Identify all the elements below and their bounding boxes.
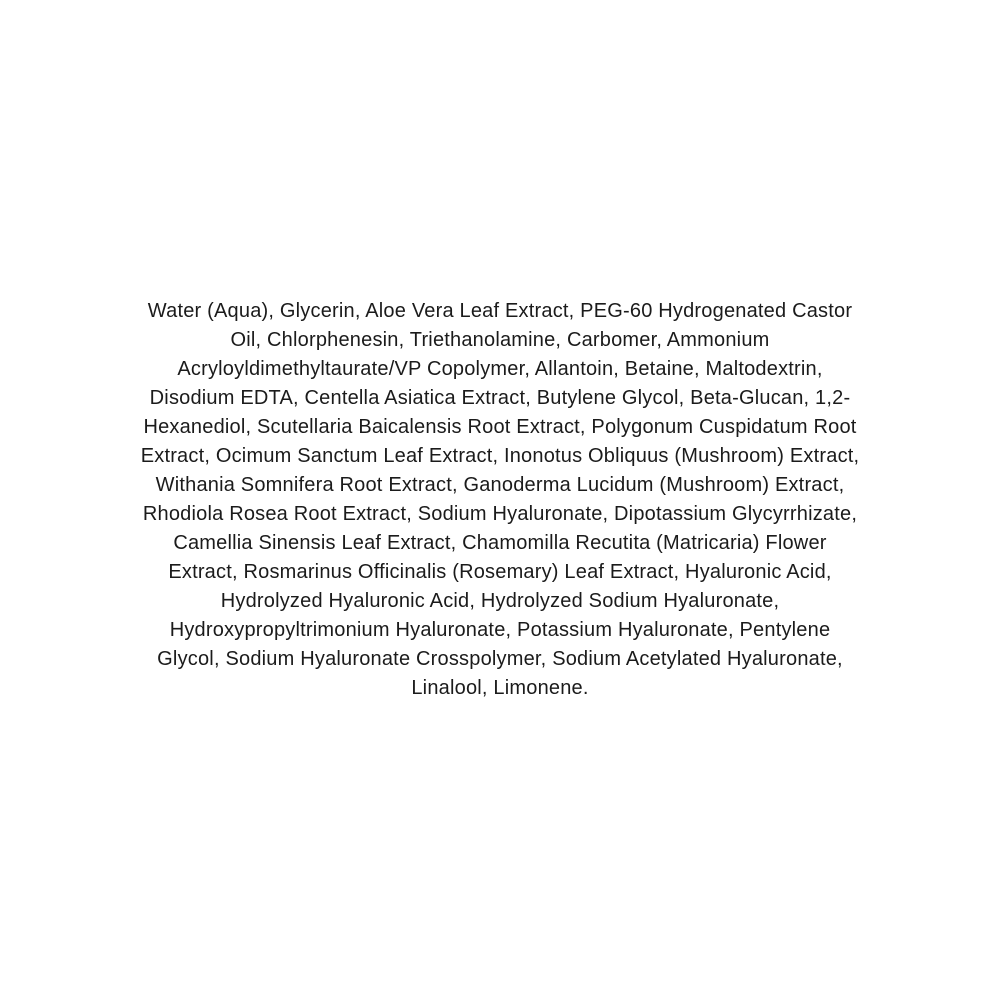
- ingredients-line: Water (Aqua), Glycerin, Aloe Vera Leaf Extract, PEG-60 Hydrogenated Castor: [147, 300, 853, 322]
- ingredients-line: Glycol, Sodium Hyaluronate Crosspolymer, Sodium Acetylated Hyaluronate,: [157, 648, 843, 670]
- ingredients-line: Linalool, Limonene.: [411, 677, 589, 699]
- ingredients-line: Camellia Sinensis Leaf Extract, Chamomilla Recutita (Matricaria) Flower: [173, 532, 827, 554]
- ingredients-line: Hydroxypropyltrimonium Hyaluronate, Potassium Hyaluronate, Pentylene: [169, 619, 831, 641]
- ingredients-line: Withania Somnifera Root Extract, Ganoderma Lucidum (Mushroom) Extract,: [155, 474, 845, 496]
- ingredients-list: [90, 297, 910, 703]
- ingredients-line: Hydrolyzed Hyaluronic Acid, Hydrolyzed Sodium Hyaluronate,: [220, 590, 780, 612]
- ingredients-line: Rhodiola Rosea Root Extract, Sodium Hyaluronate, Dipotassium Glycyrrhizate,: [142, 503, 858, 525]
- ingredients-line: Oil, Chlorphenesin, Triethanolamine, Carbomer, Ammonium: [230, 329, 770, 351]
- ingredients-line: Extract, Rosmarinus Officinalis (Rosemary) Leaf Extract, Hyaluronic Acid,: [168, 561, 832, 583]
- ingredients-line: Extract, Ocimum Sanctum Leaf Extract, Inonotus Obliquus (Mushroom) Extract,: [140, 445, 860, 467]
- ingredients-line: Disodium EDTA, Centella Asiatica Extract, Butylene Glycol, Beta-Glucan, 1,2-: [149, 387, 851, 409]
- ingredients-line: Hexanediol, Scutellaria Baicalensis Root Extract, Polygonum Cuspidatum Root: [143, 416, 857, 438]
- ingredients-line: Acryloyldimethyltaurate/VP Copolymer, Allantoin, Betaine, Maltodextrin,: [177, 358, 823, 380]
